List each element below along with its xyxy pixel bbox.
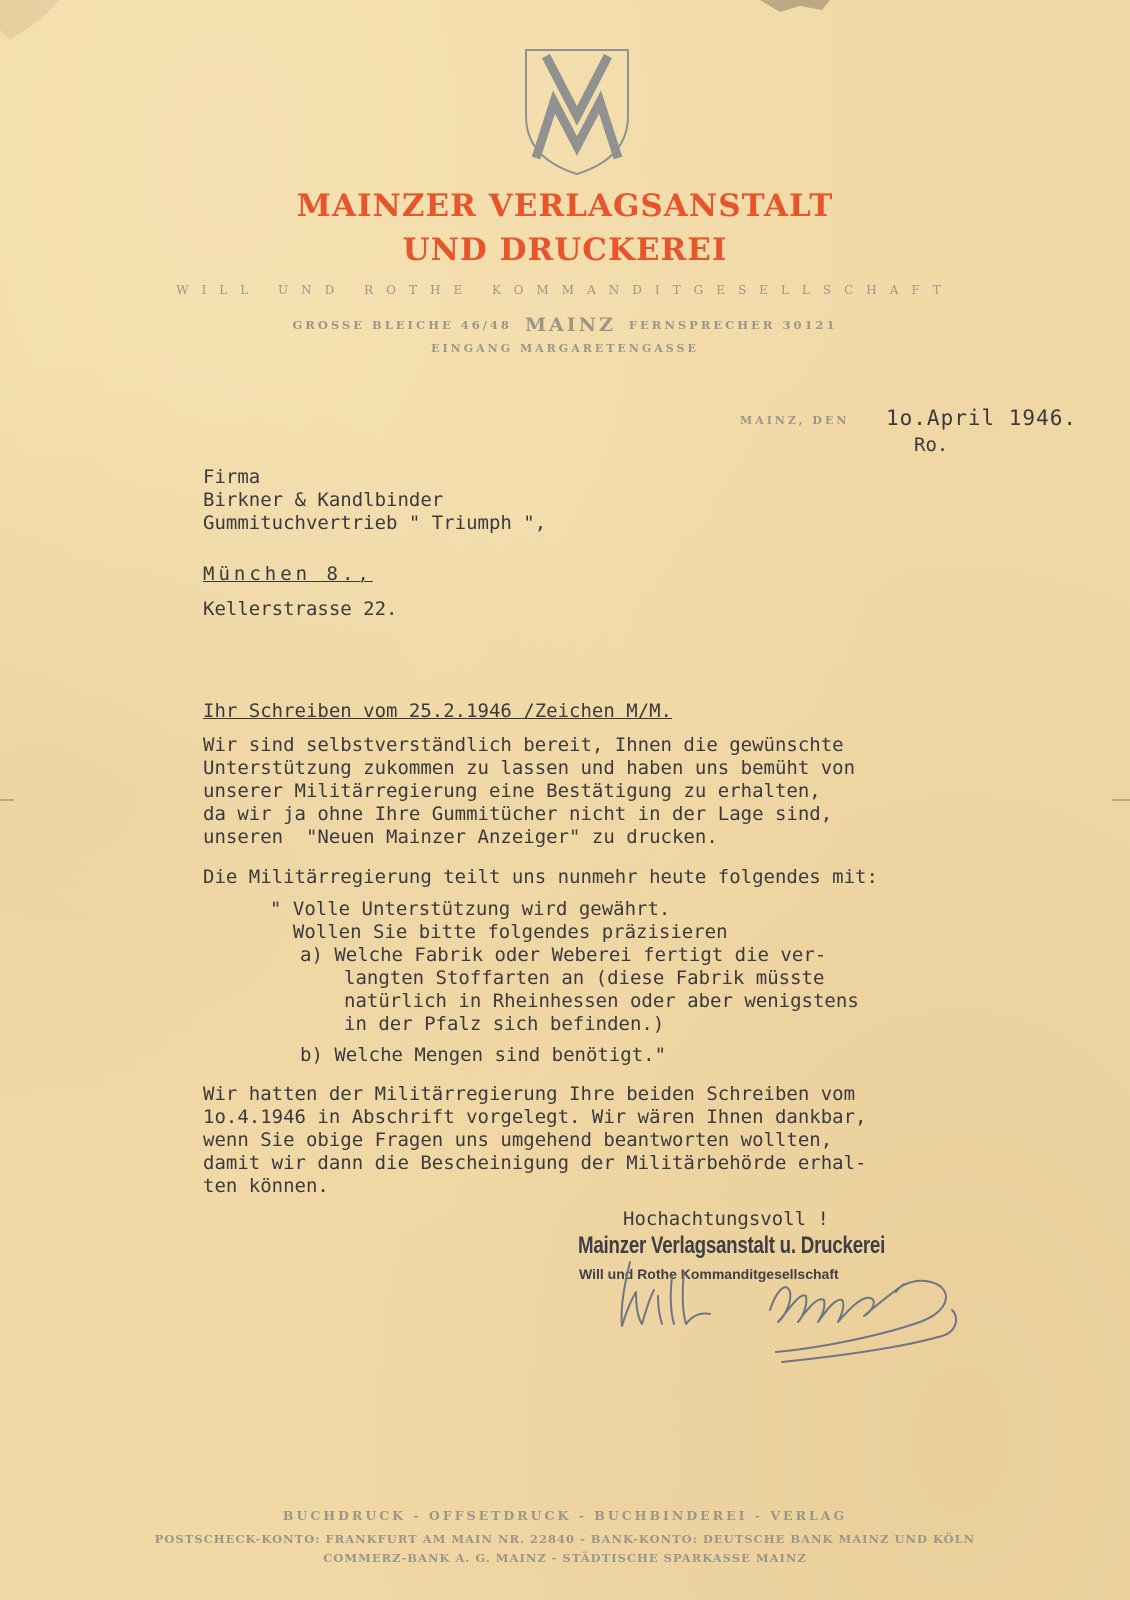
handwritten-signature	[600, 1252, 990, 1382]
text-line: wenn Sie obige Fragen uns umgehend beantworten wollten,	[203, 1129, 833, 1151]
recipient-line: Birkner & Kandlbinder	[203, 489, 444, 511]
recipient-block	[203, 466, 546, 535]
paragraph-2: Die Militärregierung teilt uns nunmehr heute folgendes mit:	[203, 866, 878, 888]
quote-item-a: a) Welche Fabrik oder Weberei fertigt die ver-	[300, 944, 827, 966]
footer-bank-line1: POSTSCHECK-KONTO: FRANKFURT AM MAIN NR. 22840 - BANK-KONTO: DEUTSCHE BANK MAINZ UND KÖLN	[154, 1532, 976, 1546]
footer-bank-line2: COMMERZ-BANK A. G. MAINZ - STÄDTISCHE SPARKASSE MAINZ	[323, 1551, 807, 1565]
quote-item-a-cont: langten Stoffarten an (diese Fabrik müsste	[344, 967, 825, 989]
company-stamp-line2: Will und Rothe Kommanditgesellschaft	[579, 1266, 839, 1282]
quote-line: Wollen Sie bitte folgendes präzisieren	[270, 921, 728, 943]
recipient-line: Firma	[203, 466, 261, 488]
paragraph-1	[203, 734, 855, 849]
firm-name-line2: UND DRUCKEREI	[402, 232, 728, 268]
footer-services: BUCHDRUCK - OFFSETDRUCK - BUCHBINDEREI - VERLAG	[282, 1508, 848, 1523]
text-line: 1o.4.1946 in Abschrift vorgelegt. Wir wären Ihnen dankbar,	[203, 1106, 867, 1128]
paragraph-3	[203, 1083, 866, 1198]
letter-date: 1o.April 1946.	[886, 406, 1078, 430]
text-line: damit wir dann die Bescheinigung der Militärbehörde erhal-	[203, 1152, 867, 1174]
text-line: Wir hatten der Militärregierung Ihre beiden Schreiben vom	[203, 1083, 856, 1105]
recipient-street: Kellerstrasse 22.	[203, 598, 398, 620]
shield-logo	[522, 46, 632, 178]
quote-line: " Volle Unterstützung wird gewährt.	[270, 898, 671, 920]
text-line: da wir ja ohne Ihre Gummitücher nicht in der Lage sind,	[203, 803, 833, 825]
quote-item-a-cont: natürlich in Rheinhessen oder aber wenigstens	[344, 990, 859, 1012]
address-city: MAINZ	[524, 314, 616, 336]
closing-phrase: Hochachtungsvoll !	[623, 1208, 829, 1230]
quote-item-b: b) Welche Mengen sind benötigt."	[300, 1044, 667, 1066]
address-phone: FERNSPRECHER 30121	[628, 318, 838, 332]
reference-initials: Ro.	[914, 434, 949, 456]
text-line: unserer Militärregierung eine Bestätigung zu erhalten,	[203, 780, 821, 802]
company-form-line: WILL UND ROTHE KOMMANDITGESELLSCHAFT	[176, 283, 954, 297]
letter-subject: Ihr Schreiben vom 25.2.1946 /Zeichen M/M.	[203, 700, 672, 722]
place-label: MAINZ, DEN	[740, 414, 850, 427]
military-quote	[270, 898, 859, 1067]
company-stamp-line1: Mainzer Verlagsanstalt u. Druckerei	[578, 1232, 886, 1259]
quote-item-a-cont: in der Pfalz sich befinden.)	[344, 1013, 665, 1035]
firm-name-line1: MAINZER VERLAGSANSTALT	[296, 188, 834, 224]
address-line	[0, 314, 1130, 336]
address-street: GROSSE BLEICHE 46/48	[292, 318, 512, 332]
recipient-city: München 8.,	[203, 563, 373, 585]
text-line: unseren "Neuen Mainzer Anzeiger" zu drucken.	[203, 826, 718, 848]
text-line: Wir sind selbstverständlich bereit, Ihnen die gewünschte	[203, 734, 844, 756]
recipient-line: Gummituchvertrieb " Triumph ",	[203, 512, 547, 534]
text-line: Unterstützung zukommen zu lassen und haben uns bemüht von	[203, 757, 856, 779]
text-line: ten können.	[203, 1175, 329, 1197]
entrance-line: EINGANG MARGARETENGASSE	[431, 342, 699, 355]
